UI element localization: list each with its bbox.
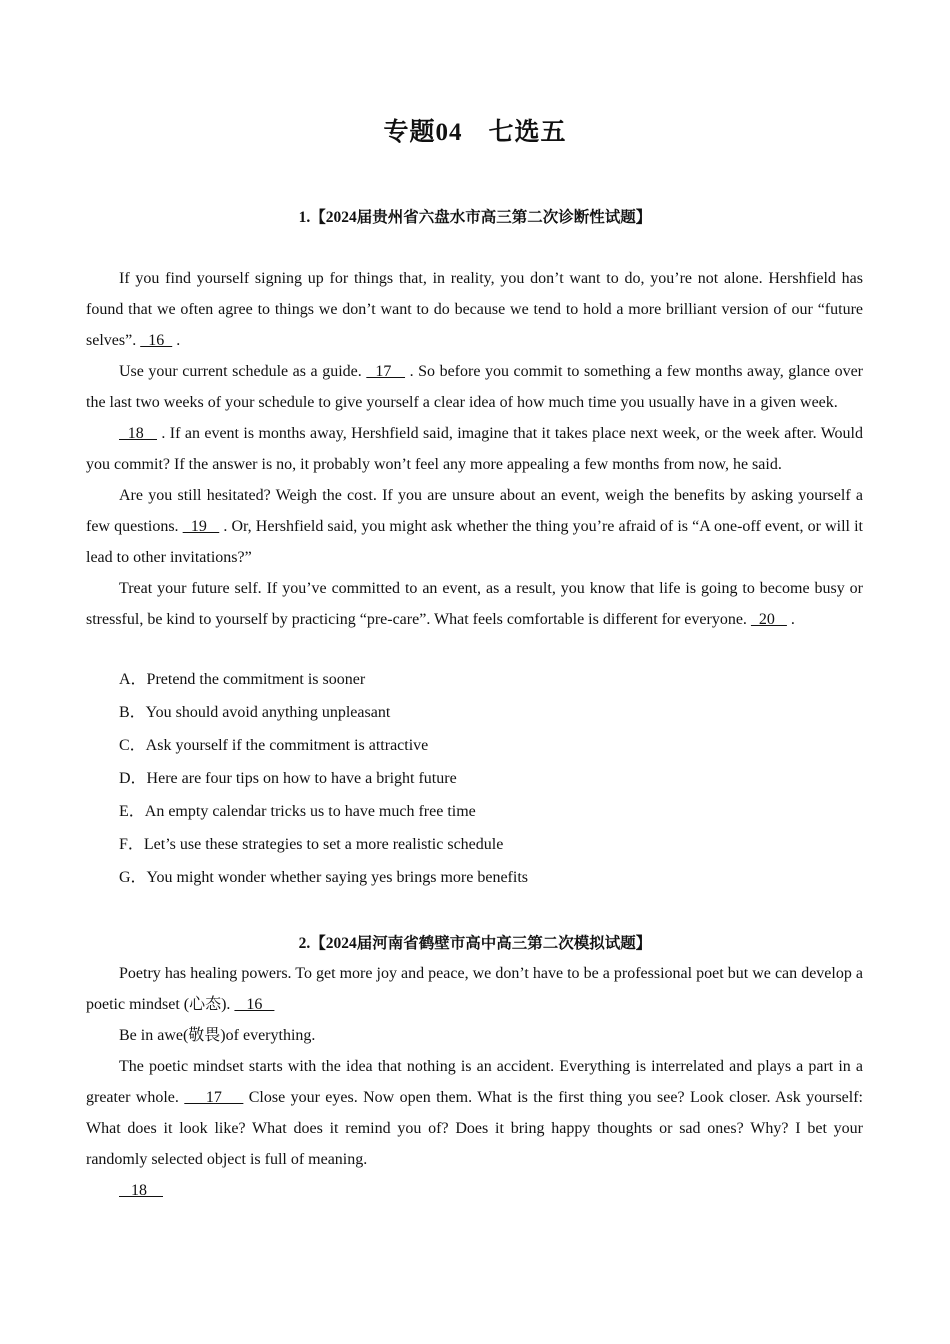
question-1-options — [86, 669, 863, 900]
q1-paragraph-1: If you find yourself signing up for things that, in reality, you don’t want to do, you’re not alone. Hershfield has found that we often agree to things we don’t want to do because we tend to hold a more brilliant version of our “future selves”. 16 . — [86, 270, 863, 349]
blank-18: 18 — [119, 1182, 163, 1199]
question-2-passage — [86, 958, 863, 1206]
option-d: D．Here are four tips on how to have a bright future — [119, 770, 457, 787]
blank-17: 17 — [366, 363, 406, 380]
blank-17: 17 — [184, 1089, 244, 1106]
q1-paragraph-2: Use your current schedule as a guide. 17 . So before you commit to something a few months away, glance over the last two weeks of your schedule to give yourself a clear idea of how much time you usually have in a given week. — [86, 363, 863, 411]
blank-16: 16 — [140, 332, 173, 349]
blank-18: 18 — [119, 425, 157, 442]
q1-paragraph-3: 18 . If an event is months away, Hershfield said, imagine that it takes place next week, or the week after. Would you commit? If the answer is no, it probably won’t feel any more appealing a few months from now, he said. — [86, 425, 863, 473]
q2-paragraph-1: Poetry has healing powers. To get more joy and peace, we don’t have to be a professional poet but we can develop a poetic mindset (心态). 16 — [86, 965, 863, 1013]
q1-paragraph-4: Are you still hesitated? Weigh the cost. If you are unsure about an event, weigh the benefits by asking yourself a few questions. 19 . Or, Hershfield said, you might ask whether the thing you’re afraid of is “A one-off event, or will it lead to other invitations?” — [86, 487, 863, 566]
blank-19: 19 — [182, 518, 220, 535]
blank-16: 16 — [234, 996, 275, 1013]
q1-paragraph-5: Treat your future self. If you’ve committed to an event, as a result, you know that life is going to become busy or stressful, be kind to yourself by practicing “pre-care”. What feels comfortable is different for everyone. 20 . — [86, 580, 863, 628]
blank-20: 20 — [750, 611, 787, 628]
question-2-heading: 2.【2024届河南省鹤壁市高中高三第二次模拟试题】 — [298, 935, 652, 952]
q2-paragraph-2: Be in awe(敬畏)of everything. — [119, 1027, 316, 1044]
option-a: A．Pretend the commitment is sooner — [119, 671, 366, 688]
option-e: E．An empty calendar tricks us to have much free time — [119, 803, 476, 820]
q2-paragraph-4 — [86, 1175, 863, 1206]
question-1-heading: 1.【2024届贵州省六盘水市高三第二次诊断性试题】 — [298, 209, 652, 226]
option-g: G．You might wonder whether saying yes brings more benefits — [119, 869, 528, 886]
option-c: C．Ask yourself if the commitment is attractive — [119, 737, 429, 754]
option-f: F．Let’s use these strategies to set a more realistic schedule — [119, 836, 504, 853]
page-title: 专题04 七选五 — [383, 119, 567, 146]
q2-paragraph-3: The poetic mindset starts with the idea that nothing is an accident. Everything is interrelated and plays a part in a greater whole. 17 Close your eyes. Now open them. What is the first thing you see? Look closer. Ask yourself: What does it look like? What does it remind you of? Does it bring happy thoughts or sad ones? Why? I bet your randomly selected object is full of meaning. — [86, 1058, 863, 1168]
question-1-passage — [86, 263, 863, 635]
option-b: B．You should avoid anything unpleasant — [119, 704, 391, 721]
